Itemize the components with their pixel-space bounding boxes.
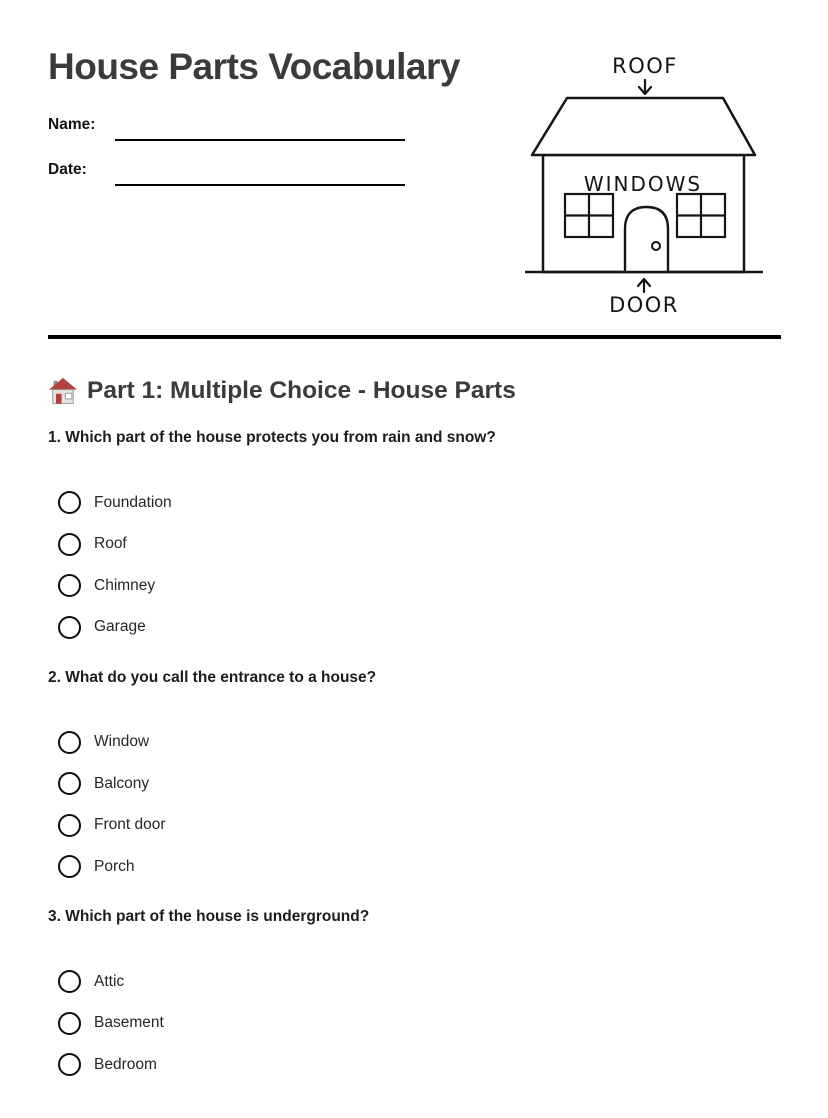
radio-button[interactable] bbox=[58, 533, 81, 556]
header bbox=[0, 0, 828, 340]
option-row[interactable] bbox=[48, 772, 780, 795]
name-input-line[interactable] bbox=[115, 139, 405, 141]
part1-heading bbox=[48, 377, 780, 405]
radio-button[interactable] bbox=[58, 814, 81, 837]
option-row[interactable] bbox=[48, 1053, 780, 1076]
radio-button[interactable] bbox=[58, 616, 81, 639]
question-block-2 bbox=[48, 669, 780, 879]
option-label: Foundation bbox=[94, 493, 172, 511]
radio-button[interactable] bbox=[58, 970, 81, 993]
radio-button[interactable] bbox=[58, 772, 81, 795]
windows-label: WINDOWS bbox=[583, 172, 703, 196]
radio-button[interactable] bbox=[58, 574, 81, 597]
date-label: Date: bbox=[48, 161, 87, 178]
radio-button[interactable] bbox=[58, 731, 81, 754]
question-block-1 bbox=[48, 429, 780, 639]
arrow-down-icon bbox=[639, 80, 651, 94]
question-list bbox=[48, 429, 780, 1076]
name-label: Name: bbox=[48, 116, 96, 133]
radio-button[interactable] bbox=[58, 855, 81, 878]
house-emoji-icon bbox=[48, 377, 78, 405]
option-row[interactable] bbox=[48, 491, 780, 514]
option-row[interactable] bbox=[48, 1012, 780, 1035]
option-label: Front door bbox=[94, 816, 166, 833]
option-row[interactable] bbox=[48, 970, 780, 993]
house-door bbox=[625, 207, 668, 272]
option-label: Bedroom bbox=[94, 1055, 157, 1073]
house-roof bbox=[532, 98, 755, 155]
radio-button[interactable] bbox=[58, 1053, 81, 1076]
date-input-line[interactable] bbox=[115, 184, 405, 186]
page-title: House Parts Vocabulary bbox=[48, 46, 460, 87]
option-label: Attic bbox=[94, 972, 125, 990]
option-label: Window bbox=[94, 733, 150, 750]
question-text: 1. Which part of the house protects you from rain and snow? bbox=[48, 429, 496, 446]
option-label: Balcony bbox=[94, 774, 150, 792]
option-row[interactable] bbox=[48, 814, 780, 837]
roof-label: ROOF bbox=[612, 54, 678, 78]
radio-button[interactable] bbox=[58, 1012, 81, 1035]
part1-heading-text: Part 1: Multiple Choice - House Parts bbox=[87, 377, 516, 404]
option-label: Chimney bbox=[94, 576, 156, 594]
option-label: Porch bbox=[94, 857, 135, 875]
option-row[interactable] bbox=[48, 731, 780, 754]
option-row[interactable] bbox=[48, 533, 780, 556]
option-row[interactable] bbox=[48, 855, 780, 878]
part1-section bbox=[0, 377, 828, 1076]
question-block-3 bbox=[48, 908, 780, 1076]
option-label: Basement bbox=[94, 1014, 164, 1031]
option-row[interactable] bbox=[48, 574, 780, 597]
question-text: 2. What do you call the entrance to a house? bbox=[48, 668, 377, 686]
door-knob bbox=[652, 242, 660, 250]
question-text: 3. Which part of the house is underground? bbox=[48, 908, 370, 925]
radio-button[interactable] bbox=[58, 491, 81, 514]
house-diagram-illustration bbox=[520, 45, 765, 317]
section-divider bbox=[48, 335, 781, 339]
arrow-up-icon bbox=[638, 279, 650, 292]
door-label: DOOR bbox=[609, 293, 679, 317]
option-label: Garage bbox=[94, 618, 146, 635]
option-row[interactable] bbox=[48, 616, 780, 639]
option-label: Roof bbox=[94, 535, 127, 552]
